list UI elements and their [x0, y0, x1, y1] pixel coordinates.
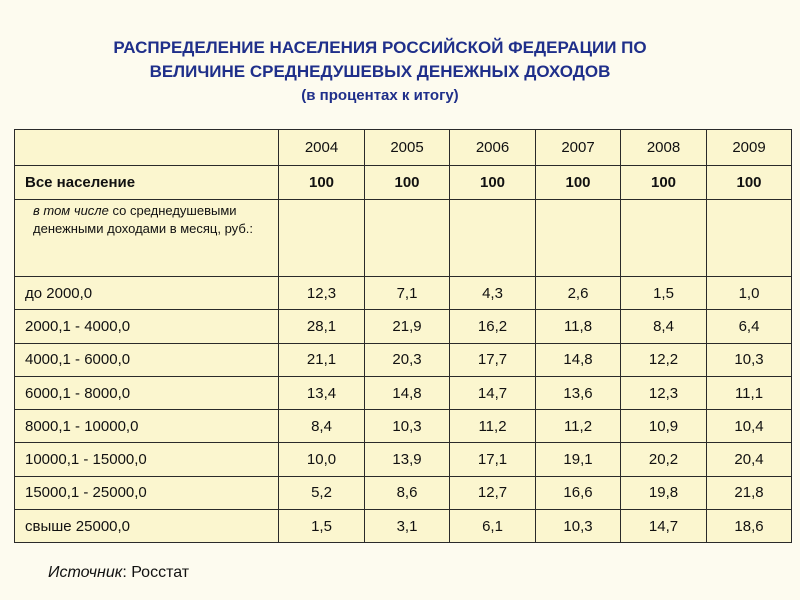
- table-cell: 100: [621, 166, 707, 200]
- table-cell: 21,1: [279, 343, 365, 376]
- table-cell: [621, 200, 707, 277]
- row-label: 4000,1 - 6000,0: [15, 343, 279, 376]
- table-cell: 21,8: [707, 476, 792, 509]
- table-cell: 10,0: [279, 443, 365, 476]
- table-cell: 10,3: [536, 510, 621, 543]
- table-row: [15, 277, 792, 310]
- table-cell: 100: [365, 166, 450, 200]
- table-cell: 17,7: [450, 343, 536, 376]
- header-empty-cell: [15, 130, 279, 166]
- table-cell: 2,6: [536, 277, 621, 310]
- table-cell: 13,4: [279, 376, 365, 409]
- table-row: [15, 343, 792, 376]
- table-row: [15, 376, 792, 409]
- table-cell: 1,5: [621, 277, 707, 310]
- table-cell: 14,8: [536, 343, 621, 376]
- row-label: 6000,1 - 8000,0: [15, 376, 279, 409]
- table-cell: 12,3: [621, 376, 707, 409]
- table-cell: [450, 200, 536, 277]
- table-cell: 20,3: [365, 343, 450, 376]
- table-cell: 100: [707, 166, 792, 200]
- row-label: до 2000,0: [15, 277, 279, 310]
- year-header: 2005: [365, 130, 450, 166]
- table-cell: 12,7: [450, 476, 536, 509]
- year-header: 2006: [450, 130, 536, 166]
- note-text: со среднедушевыми денежными доходами в месяц, руб.:: [33, 203, 253, 236]
- table-cell: 19,8: [621, 476, 707, 509]
- note-italic: в том числе: [33, 203, 109, 218]
- table-cell: 6,4: [707, 310, 792, 343]
- year-header: 2008: [621, 130, 707, 166]
- year-header: 2007: [536, 130, 621, 166]
- table-cell: 17,1: [450, 443, 536, 476]
- table-row: [15, 310, 792, 343]
- title-line-1: РАСПРЕДЕЛЕНИЕ НАСЕЛЕНИЯ РОССИЙСКОЙ ФЕДЕРАЦИИ ПО: [113, 38, 647, 57]
- row-label: свыше 25000,0: [15, 510, 279, 543]
- source-note: [48, 564, 189, 582]
- table-cell: [279, 200, 365, 277]
- table-cell: [536, 200, 621, 277]
- table-cell: 100: [279, 166, 365, 200]
- table-cell: 8,4: [621, 310, 707, 343]
- note-cell: [15, 200, 279, 277]
- table-cell: 21,9: [365, 310, 450, 343]
- table-cell: 7,1: [365, 277, 450, 310]
- table-cell: 20,2: [621, 443, 707, 476]
- table-cell: 14,8: [365, 376, 450, 409]
- page-title: [0, 36, 760, 108]
- title-line-2: ВЕЛИЧИНЕ СРЕДНЕДУШЕВЫХ ДЕНЕЖНЫХ ДОХОДОВ: [149, 62, 611, 81]
- table-cell: 11,2: [450, 410, 536, 443]
- row-label: 2000,1 - 4000,0: [15, 310, 279, 343]
- table-cell: 100: [536, 166, 621, 200]
- table-cell: 28,1: [279, 310, 365, 343]
- table-cell: 19,1: [536, 443, 621, 476]
- income-distribution-table: [14, 129, 792, 543]
- table-cell: 6,1: [450, 510, 536, 543]
- source-label: Источник: [48, 564, 123, 581]
- row-label: 8000,1 - 10000,0: [15, 410, 279, 443]
- table-cell: 4,3: [450, 277, 536, 310]
- table-cell: 11,8: [536, 310, 621, 343]
- row-label: 10000,1 - 15000,0: [15, 443, 279, 476]
- table-cell: 100: [450, 166, 536, 200]
- table-cell: 1,0: [707, 277, 792, 310]
- table-cell: 10,3: [707, 343, 792, 376]
- table-cell: 12,2: [621, 343, 707, 376]
- table-cell: 20,4: [707, 443, 792, 476]
- table-row: [15, 443, 792, 476]
- table-cell: [707, 200, 792, 277]
- table-cell: 16,6: [536, 476, 621, 509]
- table-cell: 18,6: [707, 510, 792, 543]
- source-value: : Росстат: [122, 564, 190, 581]
- table-cell: 1,5: [279, 510, 365, 543]
- table-cell: 10,9: [621, 410, 707, 443]
- table-cell: 5,2: [279, 476, 365, 509]
- total-population-row: [15, 166, 792, 200]
- table-cell: 14,7: [621, 510, 707, 543]
- table-cell: 13,9: [365, 443, 450, 476]
- table-cell: 3,1: [365, 510, 450, 543]
- table-cell: 11,2: [536, 410, 621, 443]
- year-header: 2009: [707, 130, 792, 166]
- table-cell: 8,4: [279, 410, 365, 443]
- table-cell: 12,3: [279, 277, 365, 310]
- row-label: 15000,1 - 25000,0: [15, 476, 279, 509]
- year-header: 2004: [279, 130, 365, 166]
- table-header-row: [15, 130, 792, 166]
- table-cell: 10,4: [707, 410, 792, 443]
- table-row: [15, 476, 792, 509]
- table-row: [15, 510, 792, 543]
- table-row: [15, 410, 792, 443]
- table-cell: 14,7: [450, 376, 536, 409]
- table-cell: 8,6: [365, 476, 450, 509]
- table-cell: 16,2: [450, 310, 536, 343]
- table-cell: 11,1: [707, 376, 792, 409]
- title-subtitle: (в процентах к итогу): [301, 87, 459, 104]
- note-row: [15, 200, 792, 277]
- table-cell: 13,6: [536, 376, 621, 409]
- table-cell: [365, 200, 450, 277]
- row-label: Все население: [15, 166, 279, 200]
- table-cell: 10,3: [365, 410, 450, 443]
